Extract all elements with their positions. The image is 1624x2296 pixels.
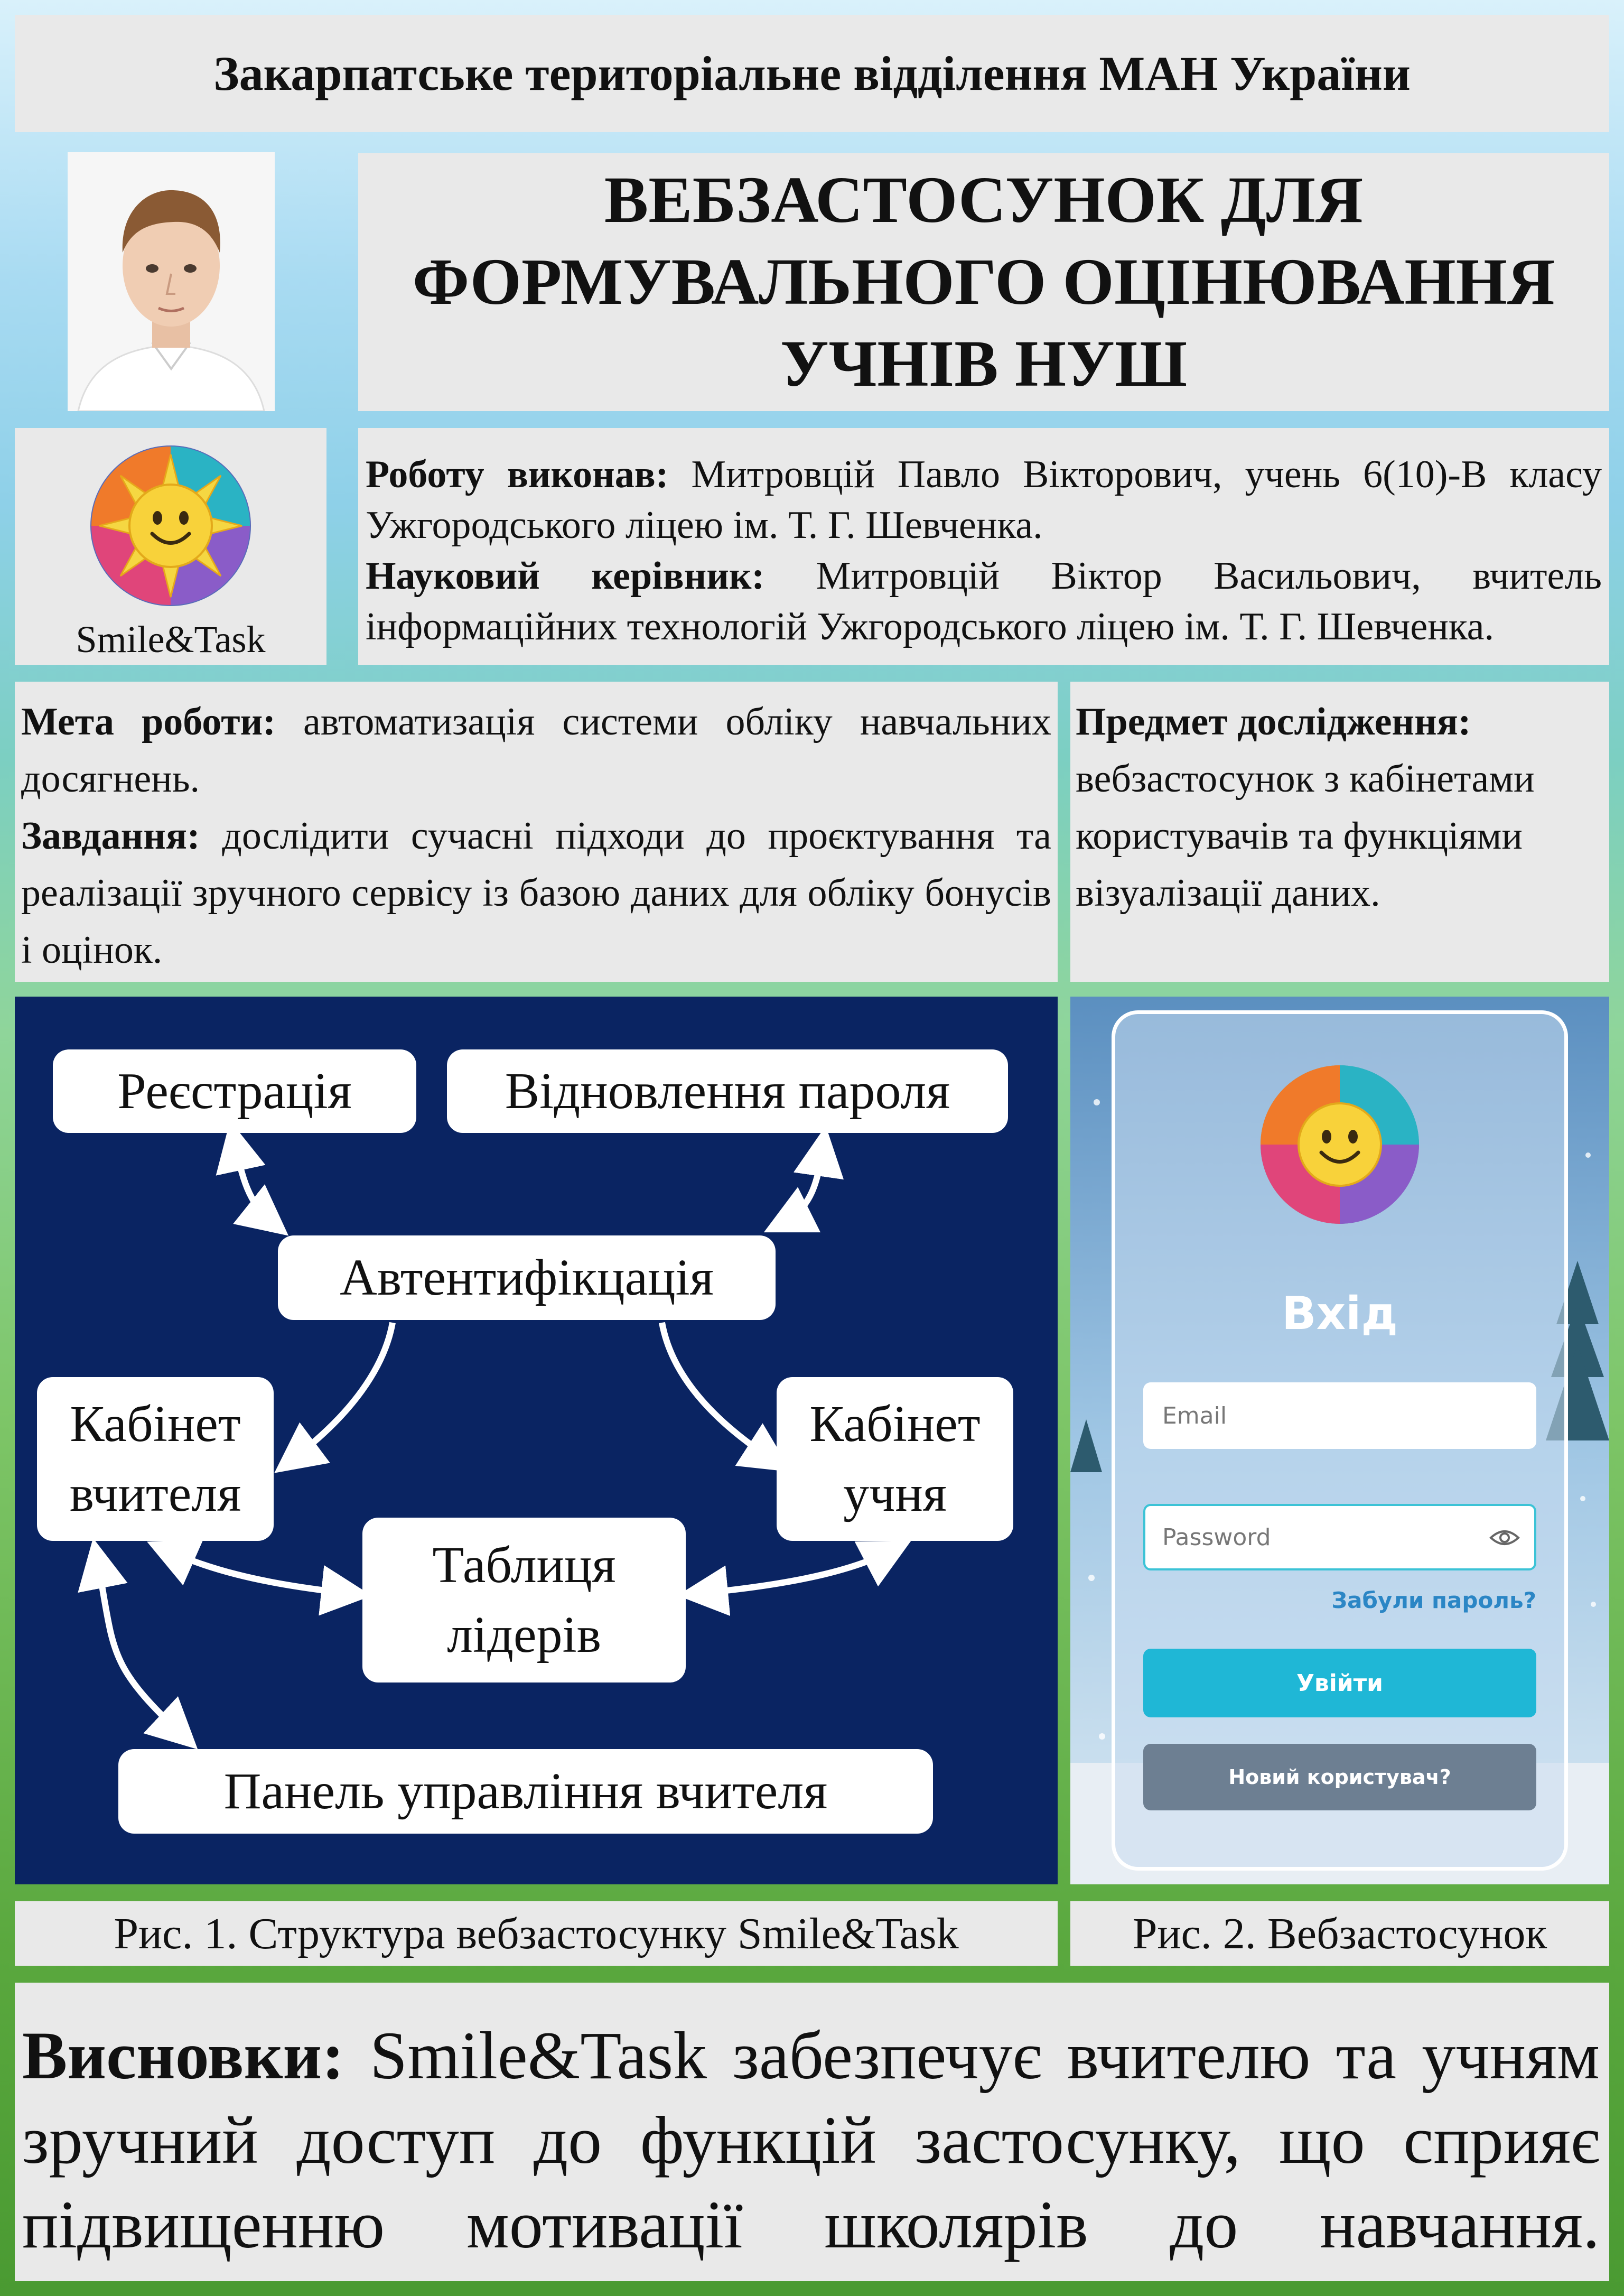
eye-icon[interactable]: [1489, 1527, 1520, 1548]
app-logo-icon: [1255, 1060, 1424, 1229]
goal-block: [15, 682, 1058, 982]
node-teacher-panel: [118, 1749, 933, 1834]
login-button-label: Увійти: [1296, 1669, 1383, 1697]
author-photo: [68, 152, 275, 411]
smile-task-logo: [15, 428, 326, 618]
title-line-1: ВЕБЗАСТОСУНОК ДЛЯ: [604, 163, 1364, 237]
authors-block: [358, 428, 1609, 665]
structure-diagram: [15, 997, 1058, 1884]
goal-label: Мета роботи:: [21, 700, 276, 743]
org-name: Закарпатське територіальне відділення МАН України: [213, 47, 1411, 100]
org-header: [15, 15, 1609, 132]
goal-text: автоматизація системи обліку навчальних досягнень.: [21, 700, 1051, 801]
node-registration-label: Реєстрація: [117, 1063, 352, 1120]
password-placeholder: Password: [1162, 1523, 1271, 1551]
conclusion-block: [15, 1983, 1609, 2281]
node-password-recovery-label: Відновлення пароля: [505, 1063, 950, 1120]
node-teacher-panel-label: Панель управління вчителя: [223, 1763, 828, 1820]
node-password-recovery: [447, 1049, 1008, 1133]
login-button[interactable]: [1143, 1649, 1536, 1717]
poster-title: [358, 153, 1609, 411]
author-portrait-image: [68, 152, 275, 411]
node-authentication: [278, 1235, 776, 1320]
title-line-2: ФОРМУВАЛЬНОГО ОЦІНЮВАННЯ: [412, 245, 1555, 319]
email-field[interactable]: [1143, 1382, 1536, 1449]
logo-panel: [15, 428, 326, 665]
arrow-recovery-auth: [781, 1145, 823, 1224]
password-field[interactable]: [1143, 1504, 1536, 1570]
node-leaderboard-line1: Таблиця: [432, 1537, 616, 1594]
arrow-teacher-panel: [97, 1557, 184, 1736]
node-student-cabinet-line2: учня: [843, 1465, 947, 1522]
author-label: Роботу виконав:: [366, 453, 669, 496]
subject-label: Предмет дослідження:: [1076, 700, 1471, 743]
node-leaderboard: [362, 1518, 686, 1683]
new-user-button-label: Новий користувач?: [1228, 1765, 1451, 1789]
author-text: Митровцій Павло Вікторович, учень 6(10)-В класу Ужгородського ліцею ім. Т. Г. Шевченка.: [366, 453, 1602, 547]
title-line-3: УЧНІВ НУШ: [780, 327, 1188, 401]
figure-2-caption-text: Рис. 2. Вебзастосунок: [1132, 1909, 1547, 1958]
app-screenshot: [1070, 997, 1609, 1884]
tasks-text: дослідити сучасні підходи до проєктування та реалізації зручного сервісу із базою даних для обліку бонусів і оцінок.: [21, 814, 1052, 972]
figure-1-caption: [15, 1901, 1058, 1966]
arrow-auth-teacher: [290, 1323, 393, 1462]
arrow-registration-auth: [234, 1139, 274, 1224]
tasks-label: Завдання:: [21, 814, 200, 858]
arrow-auth-student: [662, 1323, 776, 1462]
node-student-cabinet-line1: Кабінет: [809, 1396, 981, 1453]
arrow-leaderboard-student: [696, 1549, 894, 1594]
arrow-leaderboard-teacher: [164, 1549, 353, 1594]
node-leaderboard-line2: лідерів: [447, 1606, 601, 1663]
email-placeholder: Email: [1162, 1402, 1227, 1429]
login-title: Вхід: [1282, 1287, 1398, 1340]
node-registration: [53, 1049, 416, 1133]
node-teacher-cabinet-line2: вчителя: [69, 1465, 241, 1522]
conclusion-text: Smile&Task забезпечує вчителю та учням зручний доступ до функцій застосунку, що сприяє підвищенню мотивації школярів до навчання.: [22, 2018, 1600, 2262]
new-user-button[interactable]: [1143, 1744, 1536, 1810]
figure-1-caption-text: Рис. 1. Структура вебзастосунку Smile&Task: [114, 1909, 959, 1958]
supervisor-label: Науковий керівник:: [366, 554, 765, 598]
forgot-password-link[interactable]: Забули пароль?: [1331, 1587, 1536, 1613]
subject-text: вебзастосунок з кабінетами користувачів та функціями візуалізації даних.: [1076, 757, 1535, 915]
logo-caption: Smile&Task: [76, 618, 266, 661]
figure-2-caption: [1070, 1901, 1609, 1966]
node-student-cabinet: [777, 1377, 1013, 1541]
supervisor-text: Митровцій Віктор Васильович, вчитель інформаційних технологій Ужгородського ліцею ім. Т. Г. Шевченка.: [366, 554, 1602, 648]
node-teacher-cabinet-line1: Кабінет: [70, 1396, 241, 1453]
node-teacher-cabinet: [37, 1377, 274, 1541]
subject-block: [1070, 682, 1609, 982]
node-authentication-label: Автентифікцація: [340, 1249, 714, 1306]
conclusion-label: Висновки:: [22, 2018, 344, 2093]
